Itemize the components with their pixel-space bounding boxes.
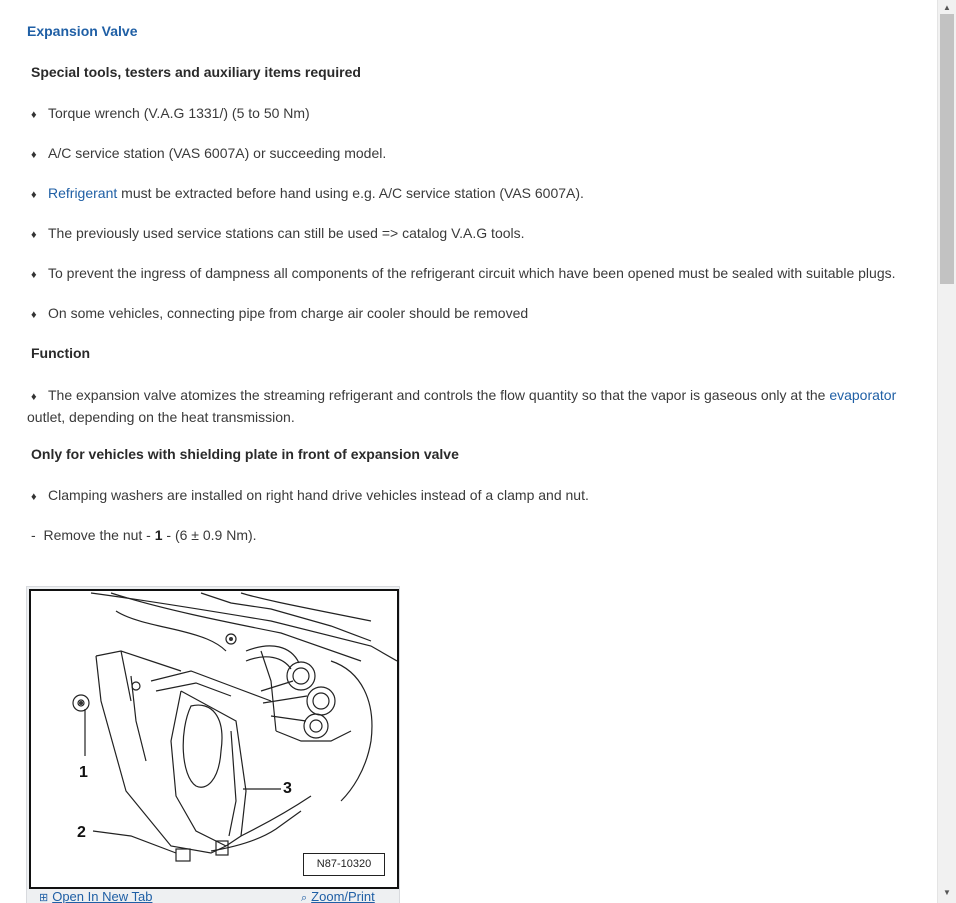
expansion-valve-drawing <box>31 591 397 887</box>
figure-label-1: 1 <box>79 764 88 781</box>
list-item: ♦ Torque wrench (V.A.G 1331/) (5 to 50 Nm) <box>31 105 310 121</box>
list-item: ♦ A/C service station (VAS 6007A) or succeeding model. <box>31 145 387 161</box>
open-new-tab-icon: ⊞ <box>39 892 49 903</box>
vertical-scrollbar[interactable] <box>937 0 956 903</box>
page-title: Expansion Valve <box>27 23 138 39</box>
list-item: ♦ Refrigerant must be extracted before hand using e.g. A/C service station (VAS 6007A). <box>31 185 584 201</box>
list-item: ♦ Clamping washers are installed on right hand drive vehicles instead of a clamp and nut. <box>31 487 589 503</box>
figure-container <box>26 586 400 903</box>
diamond-bullet-icon: ♦ <box>31 269 37 281</box>
diamond-bullet-icon: ♦ <box>31 229 37 241</box>
figure-label-3: 3 <box>283 780 292 797</box>
diamond-bullet-icon: ♦ <box>31 491 37 503</box>
diamond-bullet-icon: ♦ <box>31 149 37 161</box>
zoom-print-link[interactable]: ⌕ Zoom/Print <box>301 889 375 903</box>
open-new-tab-link[interactable]: ⊞ Open In New Tab <box>39 889 153 903</box>
scrollbar-thumb[interactable] <box>940 14 954 284</box>
list-item: ♦ On some vehicles, connecting pipe from charge air cooler should be removed <box>31 305 529 321</box>
evaporator-link[interactable]: evaporator <box>829 387 897 403</box>
diamond-bullet-icon: ♦ <box>31 109 37 121</box>
diamond-bullet-icon: ♦ <box>31 309 37 321</box>
diamond-bullet-icon: ♦ <box>31 189 37 201</box>
scroll-up-arrow-icon[interactable]: ▲ <box>943 3 951 12</box>
figure-code: N87-10320 <box>303 853 385 876</box>
figure-label-2: 2 <box>77 824 86 841</box>
diamond-bullet-icon: ♦ <box>31 391 37 403</box>
list-item: ♦ To prevent the ingress of dampness all components of the refrigerant circuit which have been opened must be sealed with suitable plugs. <box>31 265 896 281</box>
procedure-step: - Remove the nut - 1 - (6 ± 0.9 Nm). <box>31 527 257 543</box>
shielding-heading: Only for vehicles with shielding plate in front of expansion valve <box>31 446 459 462</box>
scroll-down-arrow-icon[interactable]: ▼ <box>943 888 951 897</box>
function-heading: Function <box>31 345 91 361</box>
list-item: ♦ The previously used service stations can still be used => catalog V.A.G tools. <box>31 225 525 241</box>
magnifier-icon: ⌕ <box>301 892 308 903</box>
function-paragraph: ♦ The expansion valve atomizes the streaming refrigerant and controls the flow quantity so that the vapor is gaseous only at the evaporator outlet, depending on the heat transmission. <box>27 387 897 425</box>
tools-heading: Special tools, testers and auxiliary items required <box>31 64 361 80</box>
figure-illustration <box>29 589 399 889</box>
refrigerant-link[interactable]: Refrigerant <box>48 185 118 201</box>
